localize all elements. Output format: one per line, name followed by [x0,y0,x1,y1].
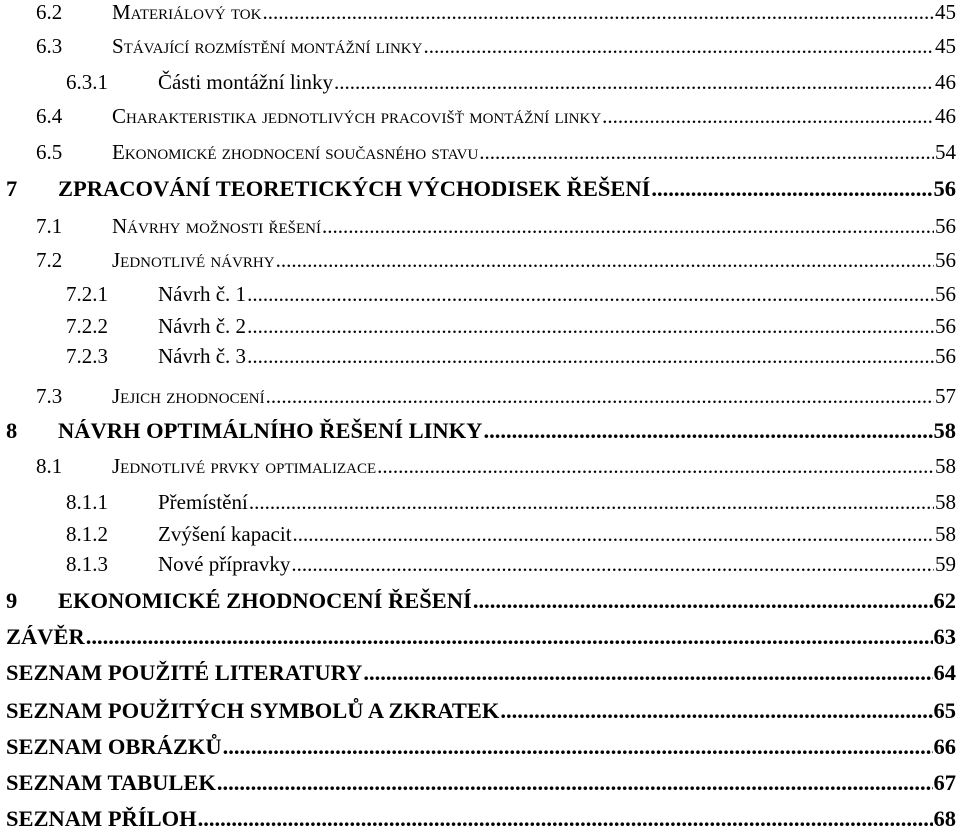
toc-entry-page-number: 58 [935,522,956,546]
toc-entry[interactable] [36,384,956,409]
toc-entry[interactable] [66,552,956,577]
dot-leader [473,588,933,614]
toc-entry[interactable] [6,624,956,650]
toc-entry-number: 6.4 [36,104,63,128]
toc-entry-page-number: 59 [935,552,956,576]
toc-entry-page-number: 65 [933,698,956,723]
toc-entry-page-number: 57 [935,384,956,408]
toc-entry-number: 9 [6,588,18,613]
toc-entry-title: Jednotlivé prvky optimalizace [112,454,377,478]
toc-entry-page-number: 64 [933,660,956,685]
dot-leader [377,454,934,479]
toc-entry[interactable] [36,214,956,239]
toc-entry-title: EKONOMICKÉ ZHODNOCENÍ ŘEŠENÍ [58,588,472,613]
toc-entry-page-number: 58 [935,454,956,478]
toc-entry-title: Přemístění [158,490,248,514]
toc-entry-title: SEZNAM POUŽITÝCH SYMBOLŮ A ZKRATEK [6,698,500,723]
dot-leader [247,282,934,307]
toc-entry-page-number: 68 [933,806,956,831]
dot-leader [651,176,932,202]
toc-entry-number: 6.3 [36,34,63,58]
toc-entry[interactable] [6,770,956,796]
toc-entry-page-number: 56 [935,314,956,338]
dot-leader [247,314,934,339]
dot-leader [86,624,933,650]
toc-entry-number: 7 [6,176,18,201]
toc-entry-title: Materiálový tok [112,0,262,24]
toc-entry[interactable] [6,418,956,444]
toc-entry[interactable] [6,660,956,686]
toc-entry-page-number: 67 [933,770,956,795]
dot-leader [334,70,934,95]
dot-leader [249,490,934,515]
dot-leader [223,734,933,760]
toc-entry-number: 7.1 [36,214,63,238]
toc-entry-page-number: 63 [933,624,956,649]
toc-entry-page-number: 58 [935,490,956,514]
toc-entry-title: Charakteristika jednotlivých pracovišť montážní linky [112,104,602,128]
dot-leader [423,34,934,59]
toc-entry-page-number: 58 [933,418,956,443]
toc-entry[interactable] [66,490,956,515]
toc-entry[interactable] [66,70,956,95]
toc-entry-number: 8.1 [36,454,63,478]
dot-leader [479,140,934,165]
toc-entry-title: NÁVRH OPTIMÁLNÍHO ŘEŠENÍ LINKY [58,418,483,443]
toc-entry-number: 7.2.3 [66,344,108,368]
dot-leader [276,248,934,273]
dot-leader [198,806,933,832]
toc-entry-number: 7.3 [36,384,63,408]
toc-entry-number: 8.1.2 [66,522,108,546]
toc-entry-title: Návrh č. 2 [158,314,247,338]
toc-entry-number: 7.2.1 [66,282,108,306]
dot-leader [322,214,934,239]
dot-leader [363,660,932,686]
toc-entry-page-number: 56 [935,344,956,368]
toc-entry-number: 7.2 [36,248,63,272]
toc-entry[interactable] [6,698,956,724]
toc-entry-page-number: 56 [935,214,956,238]
dot-leader [293,522,934,547]
toc-entry-page-number: 56 [935,248,956,272]
toc-entry-number: 6.3.1 [66,70,108,94]
toc-entry[interactable] [66,314,956,339]
toc-entry-title: Zvýšení kapacit [158,522,292,546]
toc-entry-number: 6.2 [36,0,63,24]
dot-leader [247,344,934,369]
toc-entry-title: Jejich zhodnocení [112,384,265,408]
toc-entry-title: SEZNAM PŘÍLOH [6,806,197,831]
toc-entry-page-number: 46 [935,70,956,94]
dot-leader [483,418,932,444]
dot-leader [602,104,934,129]
toc-entry-title: ZPRACOVÁNÍ TEORETICKÝCH VÝCHODISEK ŘEŠENÍ [58,176,651,201]
toc-entry-number: 8.1.1 [66,490,108,514]
toc-entry[interactable] [66,344,956,369]
toc-entry-number: 7.2.2 [66,314,108,338]
toc-entry[interactable] [6,176,956,202]
toc-entry-title: Návrh č. 1 [158,282,247,306]
toc-entry[interactable] [6,734,956,760]
toc-entry-page-number: 56 [933,176,956,201]
toc-entry[interactable] [66,522,956,547]
toc-entry-title: Ekonomické zhodnocení současného stavu [112,140,479,164]
toc-entry-title: Stávající rozmístění montážní linky [112,34,423,58]
toc-entry-title: SEZNAM TABULEK [6,770,216,795]
toc-entry[interactable] [36,454,956,479]
toc-entry[interactable] [36,34,956,59]
toc-entry-page-number: 56 [935,282,956,306]
dot-leader [217,770,933,796]
toc-entry-title: SEZNAM POUŽITÉ LITERATURY [6,660,363,685]
toc-entry[interactable] [6,806,956,832]
toc-entry[interactable] [36,248,956,273]
toc-entry-title: Návrh č. 3 [158,344,247,368]
toc-entry-title: SEZNAM OBRÁZKŮ [6,734,222,759]
toc-entry-title: Části montážní linky [158,70,333,94]
toc-entry-page-number: 45 [935,0,956,24]
toc-entry-title: ZÁVĚR [6,624,85,649]
toc-entry-number: 8 [6,418,18,443]
toc-entry-page-number: 66 [933,734,956,759]
dot-leader [266,384,934,409]
dot-leader [262,0,934,25]
toc-entry-title: Nové přípravky [158,552,291,576]
toc-entry-page-number: 46 [935,104,956,128]
dot-leader [291,552,934,577]
dot-leader [500,698,932,724]
toc-entry-title: Návrhy možnosti řešení [112,214,321,238]
toc-entry-page-number: 62 [933,588,956,613]
toc-entry[interactable] [36,140,956,165]
toc-entry-page-number: 45 [935,34,956,58]
toc-entry-number: 8.1.3 [66,552,108,576]
toc-entry-title: Jednotlivé návrhy [112,248,275,272]
toc-entry[interactable] [66,282,956,307]
toc-entry-page-number: 54 [935,140,956,164]
toc-entry[interactable] [6,588,956,614]
toc-entry-number: 6.5 [36,140,63,164]
toc-entry[interactable] [36,0,956,25]
toc-entry[interactable] [36,104,956,129]
